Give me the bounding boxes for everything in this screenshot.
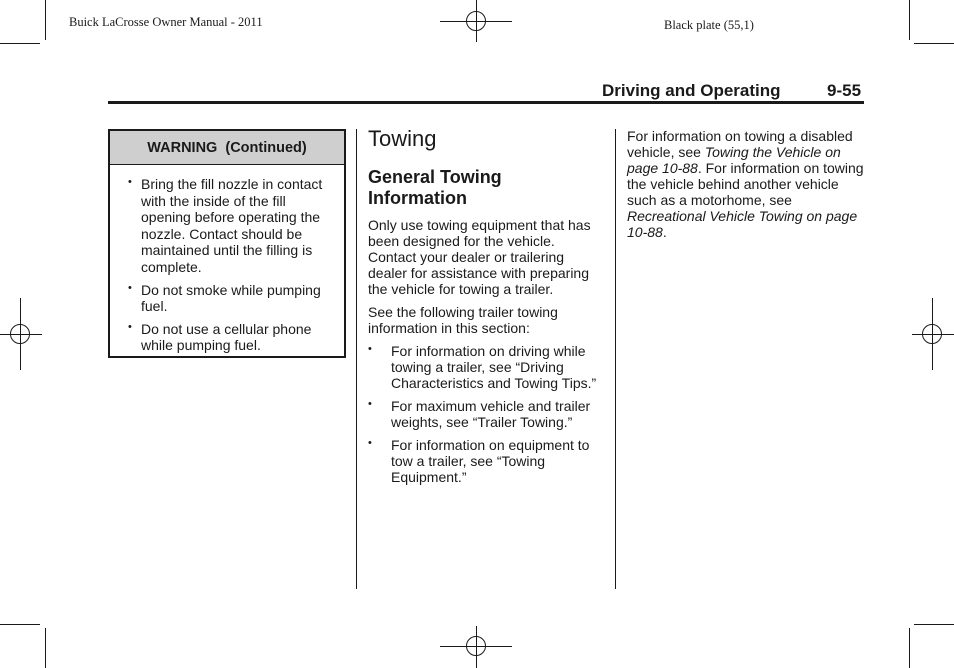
paragraph: Only use towing equipment that has been designed for the vehicle. Contact your dealer or trailering dealer for assistance with preparing the vehicle for towing a trailer. [368,217,591,297]
warning-title: WARNING (Continued) [110,131,344,165]
towing-item-text: For maximum vehicle and trailer weights, see “Trailer Towing.” [391,398,591,430]
crop-mark [45,628,46,668]
crop-mark [914,43,954,44]
towing-list [368,343,604,485]
list-item [368,398,604,430]
list-item [368,343,604,391]
crop-mark [45,0,46,40]
bullet-icon: • [128,176,132,188]
column-divider [615,129,616,589]
towing-item-text: For information on equipment to tow a trailer, see “Towing Equipment.” [391,437,590,485]
bullet-icon: • [368,398,372,410]
column-divider [356,129,357,589]
crop-mark [914,624,954,625]
plate-label: Black plate (55,1) [664,18,754,32]
crop-mark [909,628,910,668]
manual-title: Buick LaCrosse Owner Manual - 2011 [69,15,263,29]
subsection-title: General Towing Information [368,167,502,208]
section-header: Driving and Operating [602,81,781,100]
crop-mark [909,0,910,40]
list-item [110,176,334,276]
text-run: For information on towing a disabled vehicle, see [627,128,853,160]
warning-box [108,129,346,358]
bullet-icon: • [368,437,372,449]
list-item [110,321,334,354]
bullet-icon: • [368,343,372,355]
list-item [110,282,334,315]
crop-mark [0,624,40,625]
text-run: . For information on towing the vehicle behind another vehicle such as a motorhome, see [627,160,864,208]
warning-list [110,165,344,354]
warning-item-text: Do not use a cellular phone while pumping fuel. [141,320,312,354]
bullet-icon: • [128,281,132,294]
section-title: Towing [368,126,437,151]
bullet-icon: • [128,320,132,333]
text-run: . [662,224,667,240]
cross-reference[interactable]: Recreational Vehicle Towing on page 10-88 [627,208,858,240]
page-number: 9-55 [827,81,862,100]
right-column-paragraph [627,128,867,240]
warning-item-text: Do not smoke while pumping fuel. [141,281,321,315]
towing-section [368,126,604,492]
cross-reference[interactable]: Towing the Vehicle on page 10-88 [627,144,841,176]
header-rule [108,101,864,104]
paragraph: See the following trailer towing information in this section: [368,304,558,336]
warning-item-text: Bring the fill nozzle in contact with the inside of the fill opening before operating the nozzle. Contact should be maintained until the filling is complete. [141,176,323,275]
list-item [368,437,604,485]
crop-mark [0,43,40,44]
towing-item-text: For information on driving while towing a trailer, see “Driving Characteristics and Towing Tips.” [391,343,597,391]
